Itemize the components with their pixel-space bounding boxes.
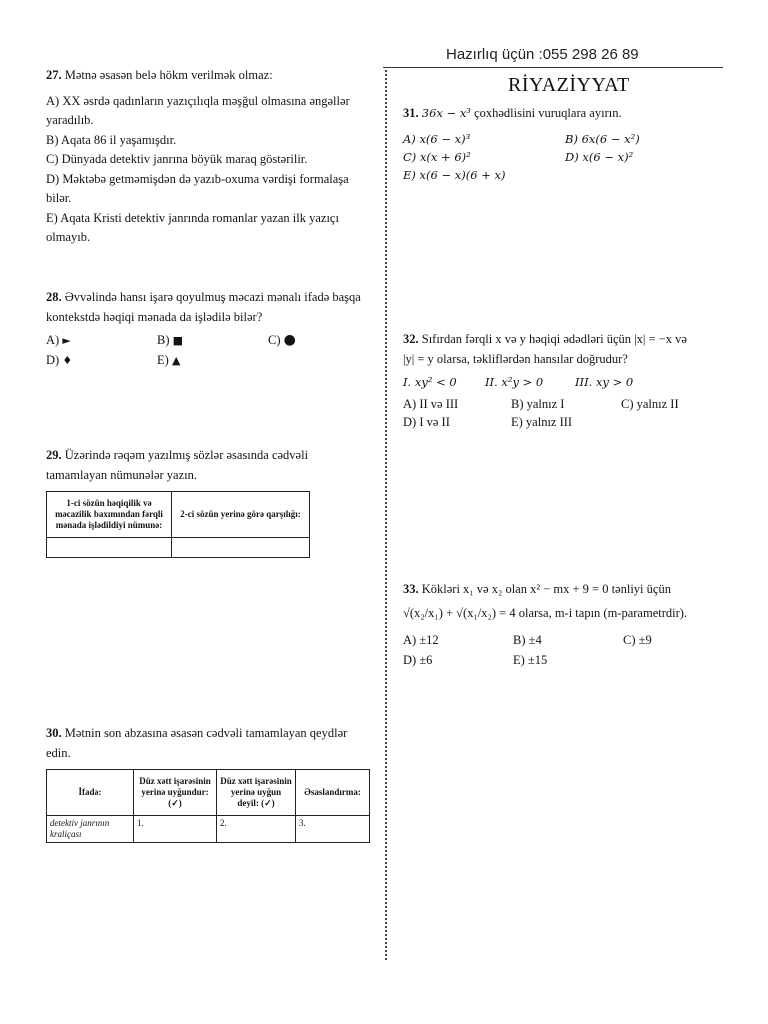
answer-table-30 <box>46 769 370 843</box>
column-divider <box>385 70 387 960</box>
header-phone-line: Hazırlıq üçün :055 298 26 89 <box>446 46 639 63</box>
question-stem-line2: √(x₂/x₁) + √(x₁/x₂) = 4 olarsa, m-i tapın (m-parametrdir). <box>403 605 688 620</box>
statement-2: II. x²y > 0 <box>485 375 544 389</box>
option-d[interactable]: D) Məktəbə getməmişdən də yazıb-oxuma vərdişi formalaşa bilər. <box>46 171 349 205</box>
answer-cell[interactable] <box>47 538 172 558</box>
question-stem-line2: |y| = y olarsa, təkliflərdən hansılar doğrudur? <box>403 351 628 366</box>
option-e[interactable]: E) yalnız III <box>511 415 573 429</box>
option-d[interactable]: D) ±6 <box>403 653 433 667</box>
answer-cell[interactable]: 1. <box>134 816 217 843</box>
table-header: 2-ci sözün yerinə görə qarşılığı: <box>172 492 310 538</box>
answer-cell[interactable]: 2. <box>217 816 296 843</box>
question-31 <box>403 104 733 190</box>
option-d[interactable] <box>46 351 72 371</box>
option-a[interactable]: A) ±12 <box>403 633 439 647</box>
option-e[interactable]: E) x(6 − x)(6 + x) <box>403 167 506 182</box>
option-b[interactable]: B) ±4 <box>513 633 542 647</box>
option-b[interactable] <box>157 331 183 351</box>
circle-icon: ● <box>283 332 296 348</box>
diamond-icon: ♦ <box>62 354 73 367</box>
question-stem: Mətnə əsasən belə hökm verilmək olmaz: <box>64 68 273 82</box>
question-30 <box>46 724 368 843</box>
table-header: Düz xətt işarəsinin yerinə uyğun deyil: (✓) <box>217 770 296 816</box>
question-math: 36x − x³ <box>421 106 471 120</box>
table-header: 1-ci sözün həqiqilik və məcazilik baxımından fərqli mənada işlədildiyi nümunə: <box>47 492 172 538</box>
statement-1: I. xy² < 0 <box>403 375 457 389</box>
square-icon: ■ <box>172 334 184 347</box>
question-stem: Mətnin son abzasına əsasən cədvəli tamamlayan qeydlər edin. <box>46 726 348 760</box>
answer-cell[interactable] <box>172 538 310 558</box>
option-b[interactable]: B) Aqata 86 il yaşamışdır. <box>46 132 177 147</box>
table-header: Əsaslandırma: <box>296 770 370 816</box>
option-label: A) <box>46 333 60 347</box>
triangle-up-icon: ▲ <box>171 354 181 367</box>
expression-cell: detektiv janrının kraliçası <box>47 816 134 843</box>
option-a[interactable]: A) II və III <box>403 397 459 411</box>
question-stem-line1: Sıfırdan fərqli x və y həqiqi ədədləri üçün |x| = −x və <box>421 332 687 346</box>
question-stem: çoxhədlisini vuruqlara ayırın. <box>474 106 622 120</box>
question-32 <box>403 330 733 435</box>
question-number: 30. <box>46 726 62 740</box>
option-d[interactable]: D) x(6 − x)² <box>565 149 634 164</box>
option-e[interactable] <box>157 351 180 371</box>
option-a[interactable] <box>46 331 71 351</box>
table-header: İfadə: <box>47 770 134 816</box>
question-28 <box>46 288 368 375</box>
option-c[interactable]: C) x(x + 6)² <box>403 149 471 164</box>
question-number: 33. <box>403 582 419 596</box>
answer-table-29 <box>46 491 310 558</box>
option-b[interactable]: B) 6x(6 − x²) <box>565 131 640 146</box>
option-e[interactable]: E) ±15 <box>513 653 548 667</box>
option-a[interactable]: A) x(6 − x)³ <box>403 131 471 146</box>
option-label: D) <box>46 353 60 367</box>
question-number: 32. <box>403 332 419 346</box>
question-stem: Əvvəlində hansı işarə qoyulmuş məcazi mənalı ifadə başqa kontekstdə həqiqi mənada da işlədilə bilər? <box>46 290 361 324</box>
option-c[interactable]: C) yalnız II <box>621 397 679 411</box>
question-number: 29. <box>46 448 62 462</box>
triangle-right-icon: ► <box>62 334 71 347</box>
option-a[interactable]: A) XX əsrdə qadınların yazıçılıqla məşğul olmasına əngəllər yaradılıb. <box>46 93 350 127</box>
table-header: Düz xətt işarəsinin yerinə uyğundur: (✓) <box>134 770 217 816</box>
header-rule <box>383 67 723 68</box>
question-number: 28. <box>46 290 62 304</box>
question-29 <box>46 446 368 558</box>
option-c[interactable] <box>268 331 296 351</box>
option-c[interactable]: C) ±9 <box>623 633 652 647</box>
question-27 <box>46 66 368 248</box>
question-number: 27. <box>46 68 62 82</box>
option-label: C) <box>268 333 281 347</box>
answer-cell[interactable]: 3. <box>296 816 370 843</box>
statement-3: III. xy > 0 <box>575 375 634 389</box>
option-d[interactable]: D) I və II <box>403 415 450 429</box>
question-number: 31. <box>403 106 419 120</box>
option-b[interactable]: B) yalnız I <box>511 397 565 411</box>
question-stem: Üzərində rəqəm yazılmış sözlər əsasında cədvəli tamamlayan nümunələr yazın. <box>46 448 309 482</box>
option-c[interactable]: C) Dünyada detektiv janrına böyük maraq göstərilir. <box>46 152 308 166</box>
option-label: E) <box>157 353 169 367</box>
subject-title: RİYAZİYYAT <box>508 74 630 96</box>
option-label: B) <box>157 333 170 347</box>
question-stem-line1: Kökləri x₁ və x₂ olan x² − mx + 9 = 0 tənliyi üçün <box>421 582 671 596</box>
option-e[interactable]: E) Aqata Kristi detektiv janrında romanlar yazan ilk yazıçı olmayıb. <box>46 210 339 244</box>
question-33 <box>403 580 733 671</box>
